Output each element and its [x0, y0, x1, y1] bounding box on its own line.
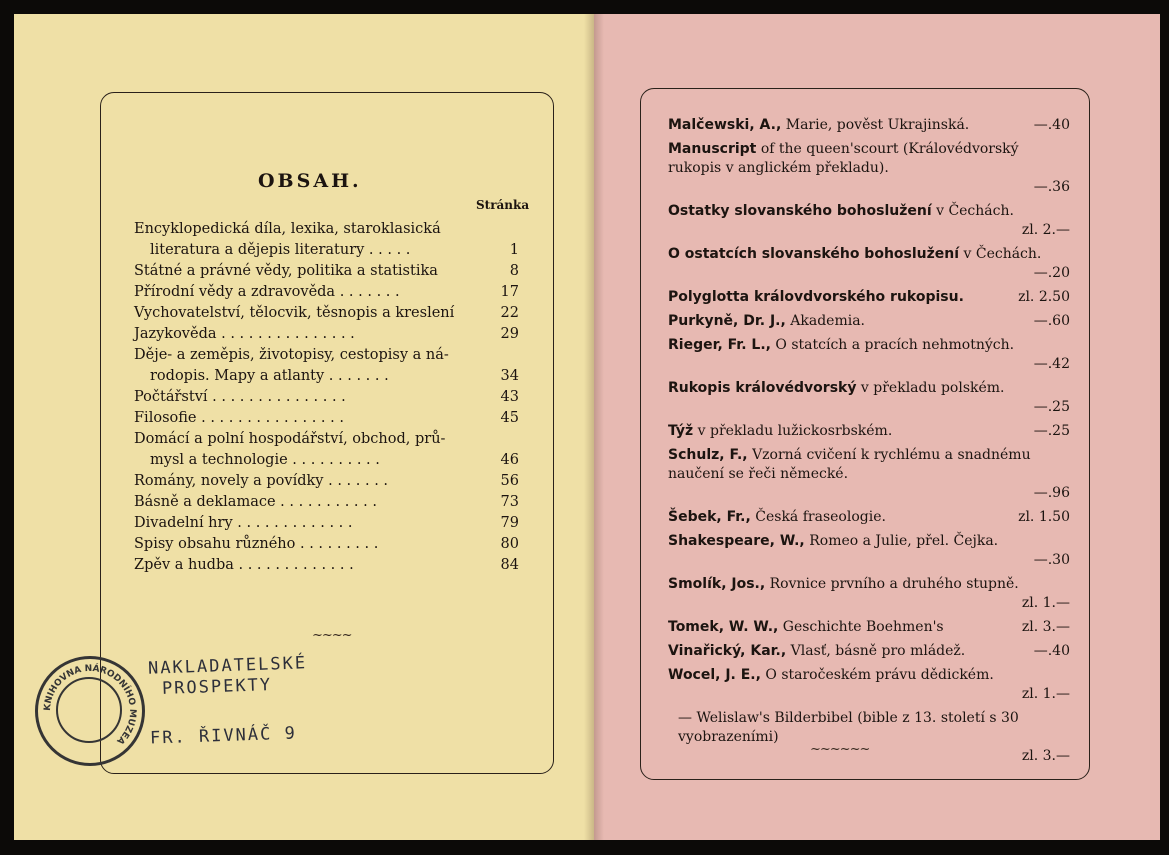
toc-entry — [134, 492, 519, 513]
toc-entry-text — [134, 303, 493, 324]
toc-entry-text — [134, 345, 493, 387]
entry-author: Purkyně, Dr. J., — [668, 313, 786, 329]
catalogue-entry — [668, 140, 1070, 197]
toc-page-number: 84 — [500, 557, 519, 573]
toc-page-number: 1 — [509, 242, 519, 258]
toc-entry-line: Spisy obsahu různého . . . . . . . . . — [134, 536, 379, 552]
catalogue-entry — [668, 575, 1070, 613]
entry-price: —.25 — [1033, 399, 1070, 415]
toc-entry-line: Státné a právné vědy, politika a statistika — [134, 263, 438, 279]
catalogue-entry — [668, 336, 1070, 374]
entry-price: —.96 — [1033, 485, 1070, 501]
entry-price: zl. 2.50 — [1018, 289, 1070, 305]
entry-title: v Čechách. — [963, 246, 1042, 262]
toc-page-number: 80 — [500, 536, 519, 552]
toc-entry-line: Počtářství . . . . . . . . . . . . . . . — [134, 389, 346, 405]
entry-title: Rovnice prvního a druhého stupně. — [769, 576, 1019, 592]
entry-author: Tomek, W. W., — [668, 619, 779, 635]
entry-author: Rukopis královédvorský — [668, 380, 857, 396]
toc-entry-text — [134, 324, 493, 345]
entry-title: v Čechách. — [936, 203, 1014, 219]
toc-page-number: 17 — [500, 284, 519, 300]
entry-title: Geschichte Boehmen's — [782, 619, 944, 635]
toc-page-number: 34 — [500, 368, 519, 384]
library-stamp — [35, 656, 145, 766]
note-text: — Welislaw's Bilderbibel (bible z 13. století s 30 vyobrazeními) — [678, 710, 1019, 745]
entry-title: v překladu lužickosrbském. — [697, 423, 893, 439]
catalogue-entry — [668, 508, 1070, 527]
toc-page-number: 79 — [500, 515, 519, 531]
toc-entry — [134, 387, 519, 408]
catalogue-entry — [668, 116, 1070, 135]
entry-price: —.20 — [1033, 265, 1070, 281]
entry-author: Manuscript — [668, 141, 757, 157]
entry-author: Wocel, J. E., — [668, 667, 761, 683]
catalogue-entry — [668, 446, 1070, 503]
toc-entry — [134, 345, 519, 387]
toc-entry — [134, 408, 519, 429]
left-ornament: ~~~~ — [312, 628, 352, 643]
catalogue-entry — [668, 532, 1070, 570]
catalogue-entry — [668, 666, 1070, 704]
toc-entry — [134, 303, 519, 324]
catalogue-list — [668, 116, 1070, 771]
entry-author: Shakespeare, W., — [668, 533, 805, 549]
entry-author: Schulz, F., — [668, 447, 748, 463]
toc-entry — [134, 219, 519, 261]
toc-entry-text — [134, 408, 493, 429]
toc-entry-line: Divadelní hry . . . . . . . . . . . . . — [134, 515, 353, 531]
toc-page-number: 43 — [500, 389, 519, 405]
entry-price: zl. 3.— — [1021, 619, 1070, 635]
toc-entry-line: Jazykověda . . . . . . . . . . . . . . . — [134, 326, 355, 342]
entry-author: Rieger, Fr. L., — [668, 337, 771, 353]
toc-page-number: 56 — [500, 473, 519, 489]
toc-entry-line: Děje- a zeměpis, životopisy, cestopisy a ná- — [134, 347, 449, 363]
toc-entry — [134, 261, 519, 282]
entry-author: Ostatky slovanského bohoslužení — [668, 203, 932, 219]
entry-price: —.36 — [1033, 179, 1070, 195]
entry-title: Vzorná cvičení k rychlému a snadnému naučení se řeči německé. — [668, 447, 1031, 482]
entry-title: Akademia. — [790, 313, 865, 329]
toc-entry-text — [134, 471, 493, 492]
toc-entry-line: Encyklopedická díla, lexika, staroklasická — [134, 221, 441, 237]
catalogue-entry — [668, 642, 1070, 661]
toc-title: OBSAH. — [258, 170, 362, 192]
entry-author: Malčewski, A., — [668, 117, 782, 133]
handwriting-line-1: NAKLADATELSKÉ — [147, 653, 308, 679]
catalogue-entry — [668, 422, 1070, 441]
catalogue-note — [668, 709, 1070, 766]
toc-entry — [134, 282, 519, 303]
entry-price: —.30 — [1033, 552, 1070, 568]
toc-entry-line: Přírodní vědy a zdravověda . . . . . . . — [134, 284, 400, 300]
toc-entry-text — [134, 429, 493, 471]
entry-title: Vlasť, básně pro mládež. — [790, 643, 966, 659]
toc-entry-line: Zpěv a hudba . . . . . . . . . . . . . — [134, 557, 354, 573]
toc-entry-line: Romány, novely a povídky . . . . . . . — [134, 473, 389, 489]
right-ornament: ~~~~~~ — [810, 742, 870, 757]
entry-title: O staročeském právu dědickém. — [765, 667, 994, 683]
toc-entry — [134, 534, 519, 555]
toc-entry-text — [134, 555, 493, 576]
toc-entry-text — [134, 534, 493, 555]
entry-title: Marie, pověst Ukrajinská. — [785, 117, 970, 133]
entry-price: zl. 1.50 — [1018, 509, 1070, 525]
toc-page-number: 73 — [500, 494, 519, 510]
toc-entry-text — [134, 513, 493, 534]
table-of-contents — [134, 219, 519, 576]
toc-page-number: 45 — [500, 410, 519, 426]
entry-price: —.42 — [1033, 356, 1070, 372]
toc-entry-line: Vychovatelství, tělocvik, těsnopis a kreslení — [134, 305, 455, 321]
entry-price: —.25 — [1033, 423, 1070, 439]
toc-page-number: 29 — [500, 326, 519, 342]
toc-entry-line: mysl a technologie . . . . . . . . . . — [150, 452, 380, 468]
toc-entry-text — [134, 492, 493, 513]
entry-title: Romeo a Julie, přel. Čejka. — [809, 533, 999, 549]
catalogue-entry — [668, 288, 1070, 307]
catalogue-entry — [668, 312, 1070, 331]
toc-page-number: 22 — [500, 305, 519, 321]
note-price: zl. 3.— — [1021, 748, 1070, 764]
toc-entry-line: Básně a deklamace . . . . . . . . . . . — [134, 494, 377, 510]
catalogue-entry — [668, 618, 1070, 637]
toc-entry-line: literatura a dějepis literatury . . . . . — [150, 242, 411, 258]
entry-author: Vinařický, Kar., — [668, 643, 787, 659]
toc-entry-text — [134, 261, 493, 282]
toc-entry-line: Domácí a polní hospodářství, obchod, prů- — [134, 431, 446, 447]
book-gutter — [584, 14, 604, 840]
entry-price: —.40 — [1033, 117, 1070, 133]
entry-title: v překladu polském. — [860, 380, 1005, 396]
catalogue-entry — [668, 245, 1070, 283]
toc-column-header: Stránka — [476, 198, 530, 212]
catalogue-entry — [668, 202, 1070, 240]
entry-title: O statcích a pracích nehmotných. — [775, 337, 1015, 353]
toc-page-number: 46 — [500, 452, 519, 468]
entry-author: Týž — [668, 423, 694, 439]
entry-price: zl. 1.— — [1021, 595, 1070, 611]
handwriting-line-3: FR. ŘIVNÁČ 9 — [149, 723, 298, 749]
toc-entry — [134, 429, 519, 471]
entry-author: O ostatcích slovanského bohoslužení — [668, 246, 960, 262]
toc-entry — [134, 513, 519, 534]
toc-entry-text — [134, 219, 493, 261]
entry-price: —.40 — [1033, 643, 1070, 659]
catalogue-entry — [668, 379, 1070, 417]
entry-price: —.60 — [1033, 313, 1070, 329]
toc-entry — [134, 324, 519, 345]
svg-text:KNIHOVNA NÁRODNÍHO MUZEA: KNIHOVNA NÁRODNÍHO MUZEA — [42, 663, 138, 746]
entry-title: Česká fraseologie. — [755, 509, 886, 525]
entry-price: zl. 1.— — [1021, 686, 1070, 702]
stamp-lettering — [38, 659, 142, 763]
entry-price: zl. 2.— — [1021, 222, 1070, 238]
entry-author: Šebek, Fr., — [668, 509, 751, 525]
entry-author: Polyglotta královdvorského rukopisu. — [668, 289, 964, 305]
toc-entry — [134, 471, 519, 492]
toc-entry-text — [134, 387, 493, 408]
toc-entry-line: rodopis. Mapy a atlanty . . . . . . . — [150, 368, 389, 384]
toc-entry-line: Filosofie . . . . . . . . . . . . . . . . — [134, 410, 344, 426]
entry-title: of the queen'scourt (Královédvorský rukopis v anglickém překladu). — [668, 141, 1019, 176]
toc-entry-text — [134, 282, 493, 303]
handwriting-line-2: PROSPEKTY — [161, 675, 273, 699]
entry-author: Smolík, Jos., — [668, 576, 766, 592]
toc-page-number: 8 — [509, 263, 519, 279]
toc-entry — [134, 555, 519, 576]
